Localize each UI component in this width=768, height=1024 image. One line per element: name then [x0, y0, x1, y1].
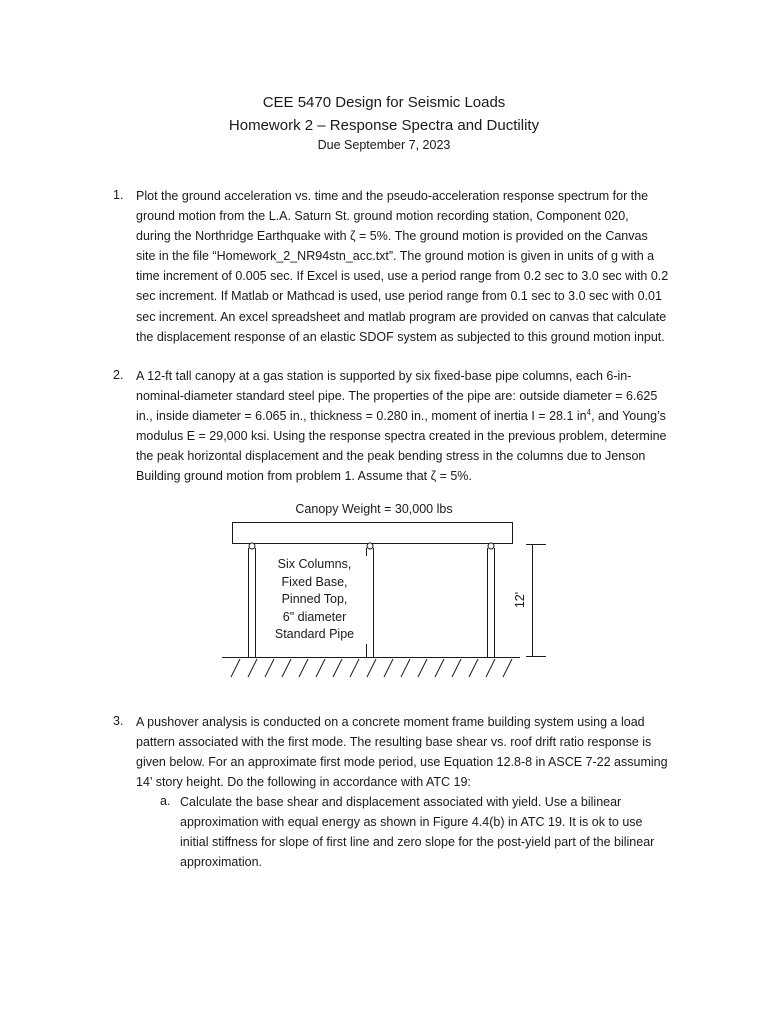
problem-2-number: 2. [113, 368, 124, 382]
due-date: Due September 7, 2023 [317, 138, 451, 152]
problem-3a-line: approximation with equal energy as shown in Figure 4.4(b) in ATC 19. It is ok to use [180, 815, 643, 830]
problem-3a-line: approximation. [180, 855, 262, 870]
problem-3a-line: Calculate the base shear and displacement associated with yield. Use a bilinear [180, 795, 622, 809]
column-description [262, 556, 367, 644]
column-description-line: Standard Pipe [274, 627, 355, 641]
column-description-line: 6" diameter [282, 609, 347, 624]
problem-2-inertia-text: in., inside diameter = 6.065 in., thickness = 0.280 in., moment of inertia I = 28.1 in [136, 409, 587, 424]
column-left [249, 543, 256, 657]
column-description-line: Six Columns, [277, 557, 352, 571]
problem-1-line: ground motion from the L.A. Saturn St. ground motion recording station, Component 020, [136, 209, 629, 224]
problem-3-line: 14’ story height. Do the following in accordance with ATC 19: [136, 775, 471, 790]
ground-hatching [231, 659, 512, 677]
problem-1-line: sec increment. If Matlab or Mathcad is used, use period range from 0.1 sec to 3.0 sec with 0.01 [136, 289, 662, 304]
problem-1-line: Plot the ground acceleration vs. time and the pseudo-acceleration response spectrum for the [136, 189, 649, 203]
problem-3a-text [180, 792, 654, 872]
problem-2-line: A 12-ft tall canopy at a gas station is supported by six fixed-base pipe columns, each 6-in- [136, 369, 632, 383]
homework-title: Homework 2 – Response Spectra and Ductility [228, 117, 540, 134]
problem-3a-letter: a. [160, 794, 171, 808]
problem-2-line: the peak horizontal displacement and the peak bending stress in the columns due to Jenson [136, 449, 646, 464]
problem-1-number: 1. [113, 188, 124, 202]
course-title: CEE 5470 Design for Seismic Loads [262, 94, 506, 111]
problem-1-line: site in the file “Homework_2_NR94stn_acc.txt”. The ground motion is given in units of g with a [136, 249, 655, 264]
problem-2-line: nominal-diameter standard steel pipe. The properties of the pipe are: outside diameter = 6.625 [136, 389, 658, 404]
column-description-line: Pinned Top, [281, 592, 348, 606]
problem-2-line: modulus E = 29,000 ksi. Using the response spectra created in the previous problem, determine [136, 429, 667, 444]
problem-3-number: 3. [113, 714, 124, 728]
problem-3-text [136, 712, 668, 792]
problem-3a-line: initial stiffness for slope of first line and zero slope for the post-yield part of the bilinear [180, 835, 655, 850]
problem-3-line: A pushover analysis is conducted on a concrete moment frame building system using a load [136, 715, 645, 729]
problem-1-line: during the Northridge Earthquake with ζ = 5%. The ground motion is provided on the Canvas [136, 229, 648, 244]
problem-1-line: sec increment. An excel spreadsheet and matlab program are provided on canvas that calculate [136, 309, 667, 324]
figure-title: Canopy Weight = 30,000 lbs [295, 502, 453, 516]
column-right [488, 543, 495, 657]
problem-3-line: given below. For an approximate first mode period, use Equation 12.8-8 in ASCE 7-22 assuming [136, 755, 668, 770]
exponent: 4 [586, 408, 592, 418]
problem-1-line: time increment of 0.005 sec. If Excel is used, use a period range from 0.2 sec to 3.0 sec with 0.2 [136, 269, 669, 284]
height-dimension [526, 544, 546, 657]
problem-1-line: the displacement response of an elastic SDOF system as subjected to this ground motion input. [136, 329, 665, 344]
problem-2-line: Building ground motion from problem 1. Assume that ζ = 5%. [136, 469, 472, 484]
column-middle [367, 543, 374, 657]
problem-3-line: pattern associated with the first mode. The resulting base shear vs. roof drift ratio response is [136, 735, 652, 750]
column-description-line: Fixed Base, [281, 574, 348, 589]
canopy-slab [233, 523, 513, 544]
problem-2-modulus-text: , and Young’s [591, 409, 666, 424]
height-dimension-label: 12' [513, 591, 527, 609]
